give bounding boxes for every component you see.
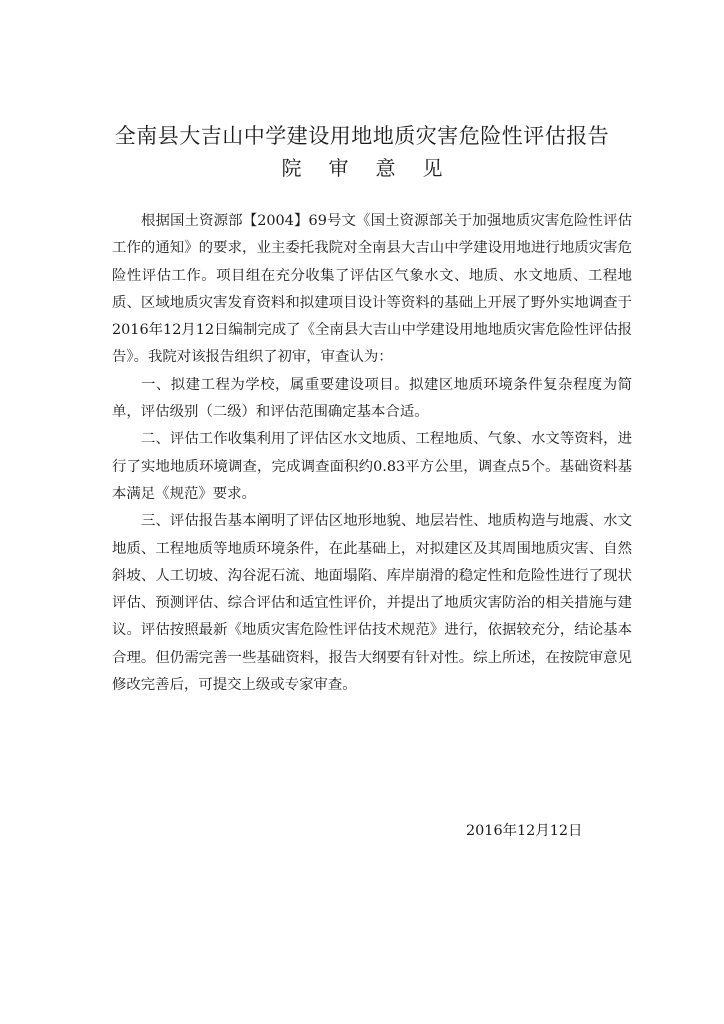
paragraph-point-3: 三、评估报告基本阐明了评估区地形地貌、地层岩性、地质构造与地震、水文地质、工程地质等地质环境条件，在此基础上，对拟建区及其周围地质灾害、自然斜坡、人工切坡、沟谷泥石流、地面塌陷、库岸崩滑的稳定性和危险性进行了现状评估、预测评估、综合评估和适宜性评价，并提出了地质灾害防治的相关措施与建议。评估按照最新《地质灾害危险性评估技术规范》进行，依据较充分，结论基本合理。但仍需完善一些基础资料，报告大纲要有针对性。综上所述，在按院审意见修改完善后，可提交上级或专家审查。 [112, 513, 632, 694]
paragraph-point-1: 一、拟建工程为学校，属重要建设项目。拟建区地质环境条件复杂程度为简单，评估级别（二级）和评估范围确定基本合适。 [112, 376, 632, 421]
document-body [112, 208, 632, 699]
document-date: 2016年12月12日 [466, 823, 583, 839]
paragraph-intro: 根据国土资源部【2004】69号文《国土资源部关于加强地质灾害危险性评估工作的通知》的要求，业主委托我院对全南县大吉山中学建设用地进行地质灾害危险性评估工作。项目组在充分收集了评估区气象水文、地质、水文地质、工程地质、区域地质灾害发育资料和拟建项目设计等资料的基础上开展了野外实地调查于2016年12月12日编制完成了《全南县大吉山中学建设用地地质灾害危险性评估报告》。我院对该报告组织了初审，审查认为： [112, 213, 632, 366]
paragraph-point-2: 二、评估工作收集利用了评估区水文地质、工程地质、气象、水文等资料，进行了实地地质环境调查，完成调查面积约0.83平方公里，调查点5个。基础资料基本满足《规范》要求。 [112, 431, 632, 502]
document-title: 全南县大吉山中学建设用地地质灾害危险性评估报告 [114, 124, 610, 148]
document-subtitle: 院审意见 [281, 156, 470, 180]
